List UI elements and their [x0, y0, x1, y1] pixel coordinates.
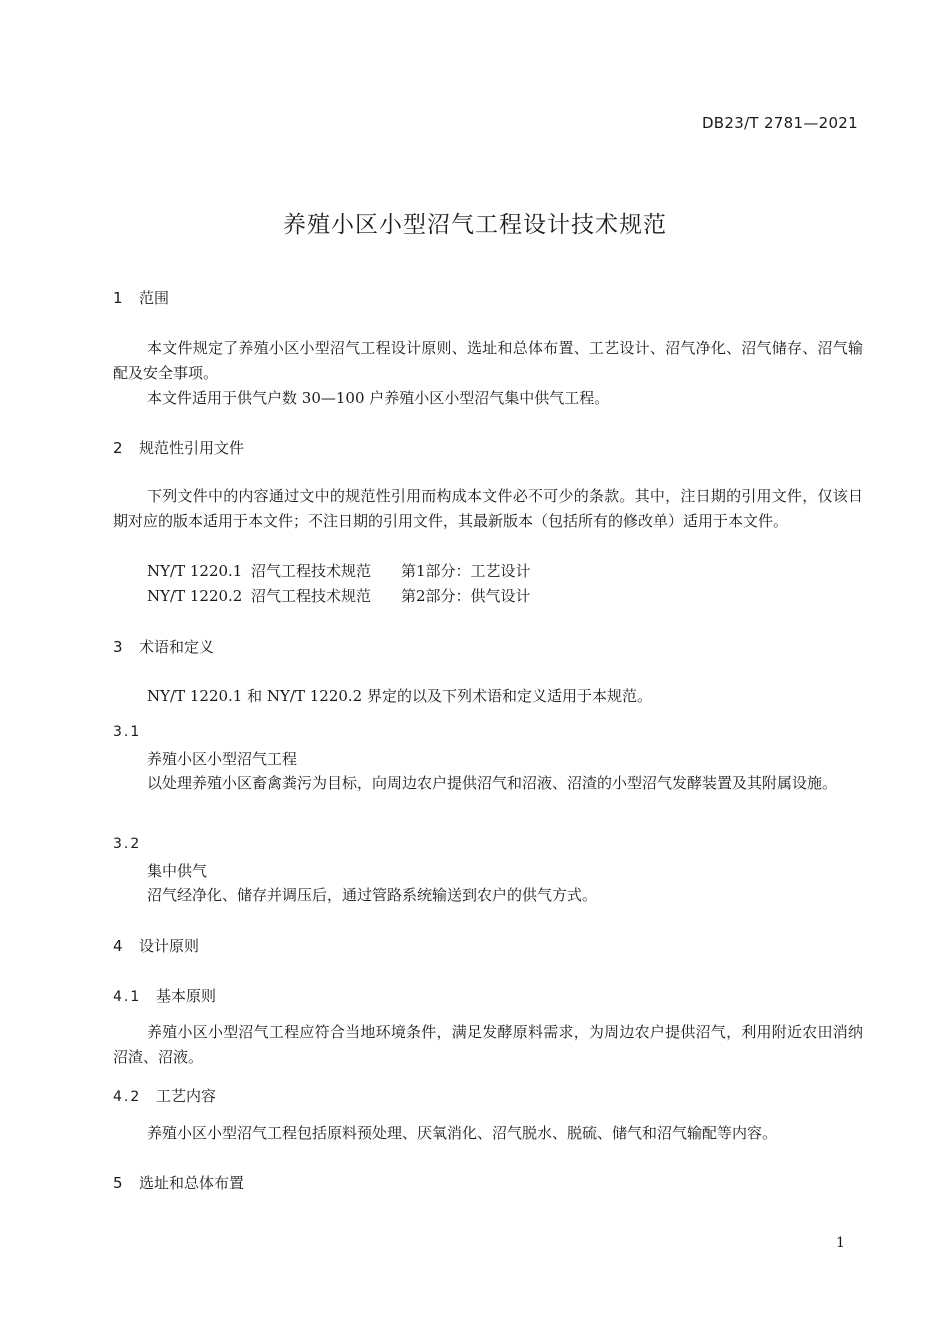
term-name: 养殖小区小型沼气工程	[147, 750, 298, 768]
term-number: 3.2	[113, 836, 142, 852]
paragraph: 养殖小区小型沼气工程包括原料预处理、厌氧消化、沼气脱水、脱硫、储气和沼气输配等内容。	[147, 1124, 778, 1142]
subsection-4-2-heading	[113, 1085, 216, 1106]
reference-part: 第2部分：供气设计	[401, 587, 531, 605]
section-title: 规范性引用文件	[139, 439, 245, 457]
reference-name: 沼气工程技术规范	[251, 587, 372, 605]
subsection-number: 4.1	[113, 989, 142, 1005]
paragraph: 本文件适用于供气户数 30—100 户养殖小区小型沼气集中供气工程。	[147, 389, 610, 407]
reference-code: NY/T 1220.1	[147, 562, 243, 580]
section-4-heading	[113, 935, 199, 956]
paragraph: 沼气经净化、储存并调压后，通过管路系统输送到农户的供气方式。	[147, 886, 598, 904]
standard-code: DB23/T 2781—2021	[701, 114, 858, 132]
term-name: 集中供气	[147, 862, 208, 880]
section-number: 1	[113, 289, 123, 307]
page-title: 养殖小区小型沼气工程设计技术规范	[283, 212, 667, 238]
section-3-body	[113, 684, 863, 709]
subsection-title: 基本原则	[156, 987, 217, 1005]
reference-code: NY/T 1220.2	[147, 587, 243, 605]
subsection-4-1-heading	[113, 985, 216, 1006]
paragraph: 养殖小区小型沼气工程应符合当地环境条件，满足发酵原料需求，为周边农户提供沼气，利用附近农田消纳沼渣、沼液。	[113, 1023, 863, 1066]
section-1-body	[113, 336, 863, 411]
section-number: 2	[113, 439, 123, 457]
subsection-number: 4.2	[113, 1089, 142, 1105]
paragraph: 以处理养殖小区畜禽粪污为目标，向周边农户提供沼气和沼液、沼渣的小型沼气发酵装置及其附属设施。	[147, 774, 838, 792]
reference-name: 沼气工程技术规范	[251, 562, 372, 580]
section-title: 范围	[139, 289, 170, 307]
section-title: 选址和总体布置	[139, 1174, 245, 1192]
normative-reference	[147, 585, 531, 606]
section-2-body	[113, 484, 863, 534]
term-number: 3.1	[113, 724, 142, 740]
reference-part: 第1部分：工艺设计	[401, 562, 531, 580]
section-5-heading	[113, 1172, 244, 1193]
normative-reference	[147, 560, 531, 581]
section-number: 5	[113, 1174, 123, 1192]
subsection-title: 工艺内容	[156, 1087, 217, 1105]
section-number: 4	[113, 937, 123, 955]
paragraph: NY/T 1220.1 和 NY/T 1220.2 界定的以及下列术语和定义适用于本规范。	[147, 687, 652, 705]
term-definition	[113, 771, 863, 796]
term-definition	[113, 883, 863, 908]
section-title: 设计原则	[139, 937, 200, 955]
subsection-4-2-body	[113, 1121, 863, 1146]
section-number: 3	[113, 638, 123, 656]
section-title: 术语和定义	[139, 638, 215, 656]
paragraph: 本文件规定了养殖小区小型沼气工程设计原则、选址和总体布置、工艺设计、沼气净化、沼气储存、沼气输配及安全事项。	[113, 339, 863, 382]
section-2-heading	[113, 437, 244, 458]
subsection-4-1-body	[113, 1020, 863, 1070]
section-3-heading	[113, 636, 214, 657]
page-number: 1	[836, 1235, 845, 1251]
section-1-heading	[113, 287, 169, 308]
paragraph: 下列文件中的内容通过文中的规范性引用而构成本文件必不可少的条款。其中，注日期的引用文件，仅该日期对应的版本适用于本文件；不注日期的引用文件，其最新版本（包括所有的修改单）适用于本文件。	[113, 487, 863, 530]
